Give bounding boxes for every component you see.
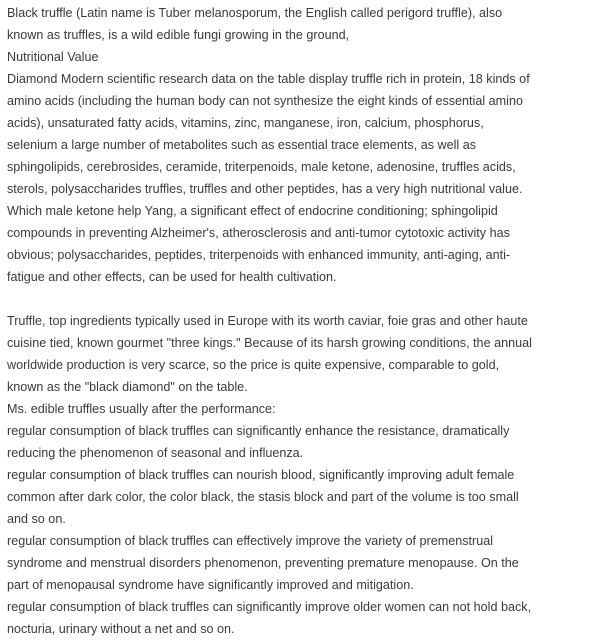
text-line: Ms. edible truffles usually after the performance: bbox=[7, 402, 276, 416]
text-line: Diamond Modern scientific research data on the table display truffle rich in protein, 18 kinds of bbox=[7, 72, 530, 86]
text-line: reducing the phenomenon of seasonal and influenza. bbox=[7, 446, 304, 460]
text-line: syndrome and menstrual disorders phenomenon, preventing premature menopause. On the bbox=[7, 556, 519, 570]
paragraph-intro bbox=[7, 2, 611, 288]
text-line: regular consumption of black truffles can significantly improve older women can not hold back, bbox=[7, 600, 532, 614]
text-line: compounds in preventing Alzheimer's, atherosclerosis and anti-tumor cytotoxic activity has bbox=[7, 226, 510, 240]
text-line: selenium a large number of metabolites such as essential trace elements, as well as bbox=[7, 138, 477, 152]
text-line: known as the "black diamond" on the table. bbox=[7, 380, 248, 394]
text-line: obvious; polysaccharides, peptides, triterpenoids with enhanced immunity, anti-aging, anti- bbox=[7, 248, 511, 262]
text-line: common after dark color, the color black, the stasis block and part of the volume is too small bbox=[7, 490, 519, 504]
paragraph-spacer bbox=[7, 288, 611, 310]
text-line: known as truffles, is a wild edible fungi growing in the ground, bbox=[7, 28, 350, 42]
text-line: amino acids (including the human body can not synthesize the eight kinds of essential amino bbox=[7, 94, 523, 108]
text-line: acids), unsaturated fatty acids, vitamins, zinc, manganese, iron, calcium, phosphorus, bbox=[7, 116, 484, 130]
text-line: and so on. bbox=[7, 512, 66, 526]
text-line: part of menopausal syndrome have significantly improved and mitigation. bbox=[7, 578, 414, 592]
text-line: regular consumption of black truffles can nourish blood, significantly improving adult female bbox=[7, 468, 515, 482]
text-line: regular consumption of black truffles can effectively improve the variety of premenstrual bbox=[7, 534, 494, 548]
text-line: Truffle, top ingredients typically used in Europe with its worth caviar, foie gras and other haute bbox=[7, 314, 528, 328]
text-line: fatigue and other effects, can be used for health cultivation. bbox=[7, 270, 337, 284]
paragraph-truffle-value bbox=[7, 310, 611, 640]
text-line: sphingolipids, cerebrosides, ceramide, triterpenoids, male ketone, adenosine, truffles acids, bbox=[7, 160, 516, 174]
text-line: Which male ketone help Yang, a significant effect of endocrine conditioning; sphingolipid bbox=[7, 204, 498, 218]
text-line: Black truffle (Latin name is Tuber melanosporum, the English called perigord truffle), also bbox=[7, 6, 503, 20]
text-line: cuisine tied, known gourmet "three kings." Because of its harsh growing conditions, the annual bbox=[7, 336, 532, 350]
text-line: worldwide production is very scarce, so the price is quite expensive, comparable to gold, bbox=[7, 358, 500, 372]
text-line: sterols, polysaccharides truffles, truffles and other peptides, has a very high nutritional value. bbox=[7, 182, 523, 196]
text-line: nocturia, urinary without a net and so on. bbox=[7, 622, 235, 636]
text-line: regular consumption of black truffles can significantly enhance the resistance, dramatically bbox=[7, 424, 510, 438]
section-heading-nutritional-value: Nutritional Value bbox=[7, 50, 99, 64]
